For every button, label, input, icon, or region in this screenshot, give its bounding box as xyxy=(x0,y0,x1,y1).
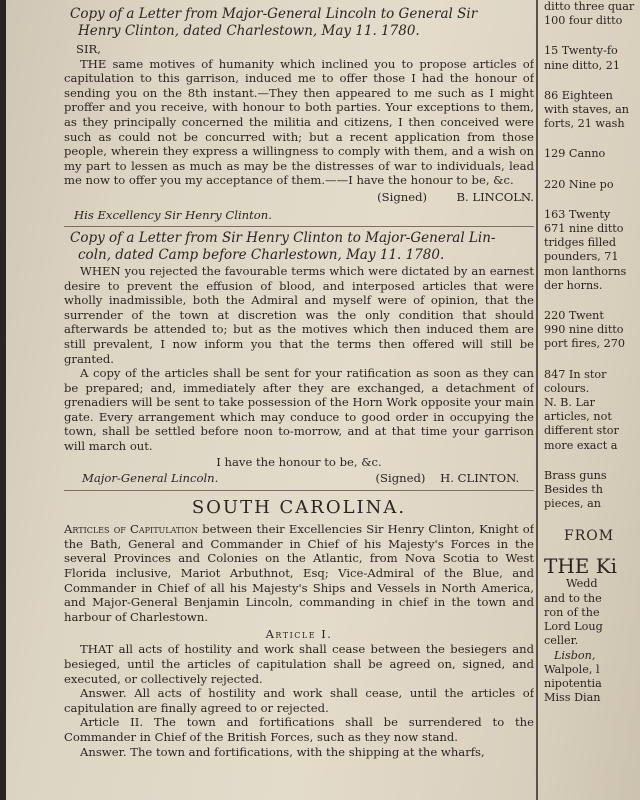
right-line: Walpole, l xyxy=(544,662,600,676)
right-line: 100 four ditto xyxy=(544,14,623,28)
letter1-heading: Copy of a Letter from Major-General Lincoln to General Sir xyxy=(70,6,478,22)
right-line: Lisbon, xyxy=(554,648,596,662)
right-line: different stor xyxy=(544,424,619,438)
letter2-paragraph-1: WHEN you rejected the favourable terms which were dictated by an earnest desire to prevent the effusion of blood, and interposed articles that were wholly inadmissible, both the Admiral and myself were of opinion, that the surrender of the town at discretion was the only condition that should afterwards be attended to; but as the motives which then induced them are still prevalent, I now inform you that the terms then offered will still be granted. xyxy=(64,263,534,366)
main-column xyxy=(64,0,534,800)
right-from-heading: FROM xyxy=(564,528,615,545)
article-2-text: Article II. The town and fortifications shall be surrendered to the Commander in Chief of the British Forces, such as they now stand. xyxy=(64,715,534,744)
right-line: port fires, 270 xyxy=(544,337,625,351)
right-line: Wedd xyxy=(566,577,598,591)
article-1-text: THAT all acts of hostility and work shall cease between the besiegers and besieged, until the articles of capitulation shall be agreed on, signed, and executed, or collectively rejected. xyxy=(64,642,534,686)
right-line: more exact a xyxy=(544,438,618,452)
right-line: pieces, an xyxy=(544,497,601,511)
right-line: nipotentia xyxy=(544,676,602,690)
right-line: 671 nine ditto xyxy=(544,222,624,236)
letter2-signature-line xyxy=(64,471,534,485)
right-line: mon lanthorns xyxy=(544,264,627,278)
right-line: tridges filled xyxy=(544,236,617,250)
right-line: colours. xyxy=(544,381,590,395)
right-line: 86 Eighteen xyxy=(544,88,613,102)
right-line: and to the xyxy=(544,591,602,605)
letter1-signature-line xyxy=(64,190,534,204)
letter2-heading-2: coln, dated Camp before Charlestown, May 11. 1780. xyxy=(78,246,445,263)
letter1-body: THE same motives of humanity which inclined you to propose articles of capitulation to this garrison, induced me to offer those I had the honour of sending you on the 8th instant.—They then appeared to me such as I might proffer and you receive, with honour to both parties. Your exceptions to them, as they principally concerned the militia and citizens, I then conceived were such as could not be concurred with; but a recent application from those people, wherein they express a willingness to comply with them, and a wish on my part to lessen as much as may be the distresses of war to individuals, lead me now to offer you my acceptance of them.——I have the honour to be, &c. xyxy=(64,56,534,188)
letter2-paragraph-2: A copy of the articles shall be sent for your ratification as soon as they can be prepared; and, immediately after they are exchanged, a detachment of grenadiers will be sent to take possession of the Horn Work opposite your main gate. Every arrangement which may conduce to good order in occupying the town, shall be settled before noon to-morrow, and at that time your garrison will march out. xyxy=(64,366,534,454)
right-line: Lord Loug xyxy=(544,620,603,634)
right-line: ron of the xyxy=(544,605,600,619)
right-line: 990 nine ditto xyxy=(544,323,624,337)
right-line: Miss Dian xyxy=(544,691,601,705)
right-line: 163 Twenty xyxy=(544,207,611,221)
letter2-signed: (Signed) xyxy=(375,471,426,486)
right-line: der horns. xyxy=(544,278,603,292)
right-line: 847 In stor xyxy=(544,367,607,381)
right-line: 220 Twent xyxy=(544,309,604,323)
letter1-signed: (Signed) xyxy=(377,189,428,204)
letter1-signature: B. LINCOLN. xyxy=(456,189,534,204)
capitulation-intro-text: between their Excellencies Sir Henry Clinton, Knight of the Bath, General and Commander in Chief of his Majesty's Forces in the several Provinces and Colonies on the Atlantic, from Nova Scotia to West Florida inclusive, Mariot Arbuthnot, Esq; Vice-Admiral of the Blue, and Commander in Chief of all his Majesty's Ships and Vessels in North America, and Major-General Benjamin Lincoln, commanding in chief in the town and harbour of Charlestown. xyxy=(64,522,534,624)
letter1-salutation: SIR, xyxy=(76,42,101,56)
letter2-signature: H. CLINTON. xyxy=(440,471,520,486)
letter1-heading-2: Henry Clinton, dated Charlestown, May 11. 1780. xyxy=(78,23,420,39)
divider xyxy=(64,490,534,491)
right-column xyxy=(544,0,640,800)
letter2-heading: Copy of a Letter from Sir Henry Clinton to Major-General Lin- xyxy=(70,229,496,246)
section-title: SOUTH CAROLINA. xyxy=(191,497,407,519)
letter2-addressee: Major-General Lincoln. xyxy=(82,471,219,486)
divider xyxy=(64,226,534,227)
right-line: celler. xyxy=(544,634,579,648)
right-line: N. B. Lar xyxy=(544,396,595,410)
right-line: pounders, 71 xyxy=(544,250,619,264)
article-1-answer: Answer. All acts of hostility and work shall cease, until the articles of capitulation are finally agreed to or rejected. xyxy=(64,686,534,715)
article-1-title: Article I. xyxy=(265,627,333,642)
letter2-closing: I have the honour to be, &c. xyxy=(216,454,382,469)
right-line: Besides th xyxy=(544,483,603,497)
article-2-answer: Answer. The town and fortifications, with the shipping at the wharfs, xyxy=(80,744,485,759)
capitulation-intro xyxy=(64,522,534,624)
right-line: ditto three quar xyxy=(544,0,635,13)
right-line: 220 Nine po xyxy=(544,177,614,191)
right-the-king: THE Ki xyxy=(544,554,618,579)
right-line: Brass guns xyxy=(544,468,607,482)
right-line: 129 Canno xyxy=(544,147,606,161)
right-line: nine ditto, 21 xyxy=(544,58,620,72)
capitulation-lead: Articles of Capitulation xyxy=(64,522,199,537)
right-line: with staves, an xyxy=(544,103,629,117)
letter1-addressee: His Excellency Sir Henry Clinton. xyxy=(74,207,272,222)
newspaper-page xyxy=(6,0,640,800)
right-line: 15 Twenty-fo xyxy=(544,44,618,58)
right-line: articles, not xyxy=(544,410,612,424)
column-rule xyxy=(536,0,538,800)
right-line: forts, 21 wash xyxy=(544,117,625,131)
